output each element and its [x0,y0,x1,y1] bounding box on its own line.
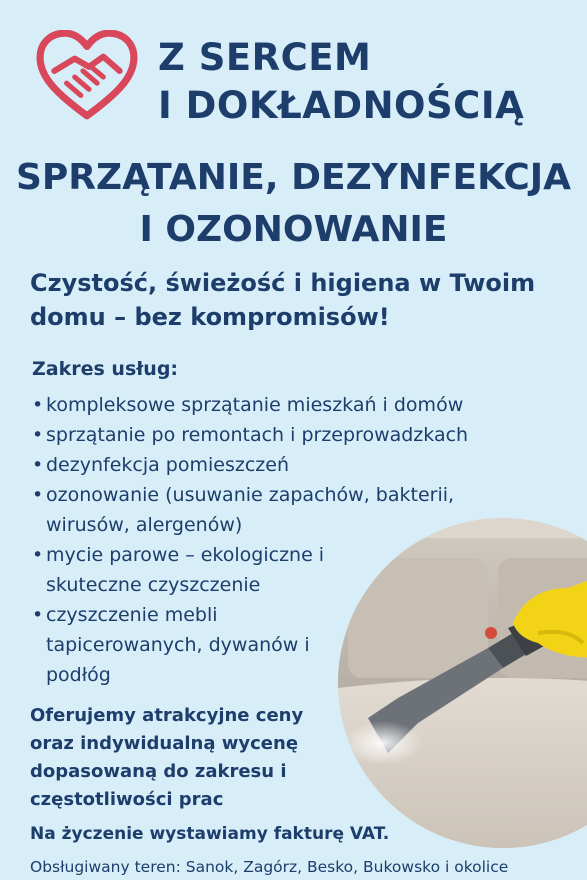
services-title: Zakres usług: [32,358,179,380]
brand-line-1: Z SERCEM [158,36,372,79]
service-item: • mycie parowe – ekologiczne i skuteczne czyszczenie [32,540,336,600]
service-item: • ozonowanie (usuwanie zapachów, bakterii, wirusów, alergenów) [32,480,496,540]
service-item: • dezynfekcja pomieszczeń [32,450,532,480]
offer-text: Oferujemy atrakcyjne ceny oraz indywidualną wycenę dopasowaną do zakresu i częstotliwości prac [30,705,304,810]
headline-line-2: I OZONOWANIE [139,209,448,250]
heart-handshake-icon [36,30,138,122]
service-area: Obsługiwany teren: Sanok, Zagórz, Besko, Bukowsko i okolice [30,858,509,876]
brand-name [158,34,524,130]
vat-note: Na życzenie wystawiamy fakturę VAT. [30,824,390,844]
service-item: • kompleksowe sprzątanie mieszkań i domów [32,390,532,420]
tagline: Czystość, świeżość i higiena w Twoim domu – bez kompromisów! [30,269,536,331]
page-headline [0,152,587,256]
brand-line-2: I DOKŁADNOŚCIĄ [158,84,525,127]
service-item: • sprzątanie po remontach i przeprowadzkach [32,420,532,450]
service-item: • czyszczenie mebli tapicerowanych, dywanów i podłóg [32,600,336,690]
headline-line-1: SPRZĄTANIE, DEZYNFEKCJA [15,157,572,198]
